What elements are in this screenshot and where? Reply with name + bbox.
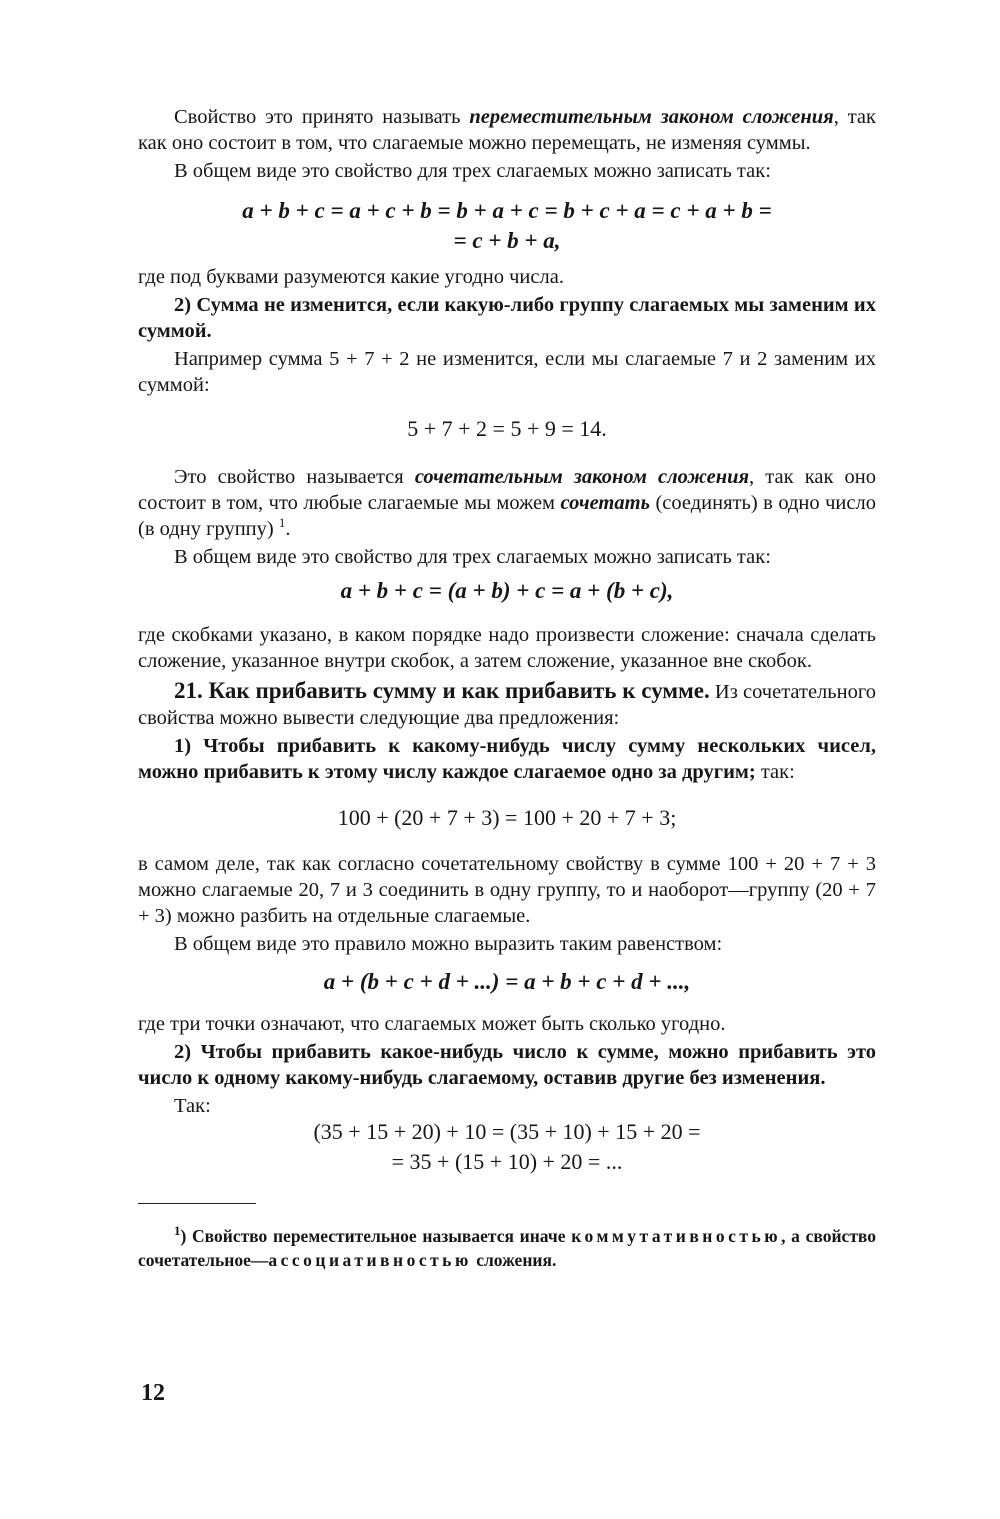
page-body — [138, 104, 876, 1272]
text: так: — [755, 761, 795, 783]
formula-line: (35 + 15 + 20) + 10 = (35 + 10) + 15 + 20 = — [313, 1119, 701, 1144]
term-commutativity: коммутативностью — [571, 1226, 782, 1246]
formula-add-to-sum — [138, 1117, 876, 1177]
rule-2-sum-group: 2) Сумма не изменится, если какую-либо группу слагаемых мы заменим их суммой. — [138, 294, 876, 342]
text: (соединять) в одно число (в одну группу) — [138, 492, 876, 540]
paragraph-general-form-2: В общем виде это свойство для трех слагаемых можно записать так: — [174, 546, 771, 568]
formula-line: = c + b + a, — [453, 228, 561, 253]
paragraph-associative — [138, 464, 876, 542]
paragraph-brackets: где скобками указано, в каком порядке надо произвести сложение: сначала сделать сложение, указанное внутри скобок, а затем сложение, указанное вне скобок. — [138, 624, 876, 672]
formula-add-sum: 100 + (20 + 7 + 3) = 100 + 20 + 7 + 3; — [337, 805, 677, 830]
paragraph-commutative — [138, 104, 876, 156]
paragraph-letters: где под буквами разумеются какие угодно числа. — [138, 266, 564, 288]
footnote-ref: 1 — [278, 515, 286, 531]
term-associativity: ассоциативностью — [268, 1250, 472, 1270]
paragraph-example: Например сумма 5 + 7 + 2 не изменится, если мы слагаемые 7 и 2 заменим их суммой: — [138, 348, 876, 396]
text: . — [285, 518, 291, 540]
text: Из сочетательного свойства можно вывести следующие два предложения: — [138, 681, 876, 729]
text: ) Свойство переместительное называется иначе — [180, 1226, 572, 1246]
page-number: 12 — [141, 1380, 165, 1406]
term-combine: сочетать — [560, 492, 650, 514]
text: Это свойство называется — [174, 466, 415, 488]
paragraph-so: Так: — [174, 1095, 211, 1117]
term-commutative-law: переместительным законом сложения — [469, 106, 834, 128]
section-21 — [138, 678, 876, 731]
formula-general: a + (b + c + d + ...) = a + b + c + d + ..., — [323, 969, 691, 994]
text: Свойство это принято называть — [174, 106, 470, 128]
formula-associative: a + b + c = (a + b) + c = a + (b + c), — [340, 578, 674, 603]
term-associative-law: сочетательным законом сложения — [414, 466, 750, 488]
paragraph-general-form: В общем виде это свойство для трех слагаемых можно записать так: — [174, 160, 771, 182]
rule-2-add-to-sum: 2) Чтобы прибавить какое-нибудь число к сумме, можно прибавить это число к одному какому-нибудь слагаемому, оставив другие без изменения. — [138, 1041, 876, 1089]
paragraph-explanation: в самом деле, так как согласно сочетательному свойству в сумме 100 + 20 + 7 + 3 можно слагаемые 20, 7 и 3 соединить в одну группу, то и наоборот—группу (20 + 7 + 3) можно разбить на отдельные слагаемые. — [138, 853, 876, 927]
rule-1-add-sum — [138, 733, 876, 785]
formula-commutative — [138, 196, 876, 256]
paragraph-general-rule: В общем виде это правило можно выразить таким равенством: — [174, 933, 723, 955]
footnote-mark: 1 — [174, 1223, 181, 1239]
formula-line: a + b + c = a + c + b = b + a + c = b + c + a = c + a + b = — [242, 198, 772, 223]
text: , так как оно состоит в том, что любые слагаемые мы можем — [138, 466, 876, 514]
text: сложения. — [471, 1250, 557, 1270]
footnote-divider — [138, 1203, 256, 1204]
text: , так как оно состоит в том, что слагаемые можно перемещать, не изменяя суммы. — [138, 106, 876, 154]
text: , а свойство сочетательное— — [138, 1226, 876, 1270]
formula-line: = 35 + (15 + 10) + 20 = ... — [391, 1149, 623, 1174]
paragraph-dots: где три точки означают, что слагаемых может быть сколько угодно. — [138, 1013, 726, 1035]
formula-example: 5 + 7 + 2 = 5 + 9 = 14. — [407, 416, 607, 441]
rule-text: 1) Чтобы прибавить к какому-нибудь числу сумму нескольких чисел, можно прибавить к этому числу каждое слагаемое одно за другим; — [138, 735, 876, 783]
footnote — [138, 1224, 876, 1272]
section-title: 21. Как прибавить сумму и как прибавить к сумме. — [174, 678, 710, 703]
